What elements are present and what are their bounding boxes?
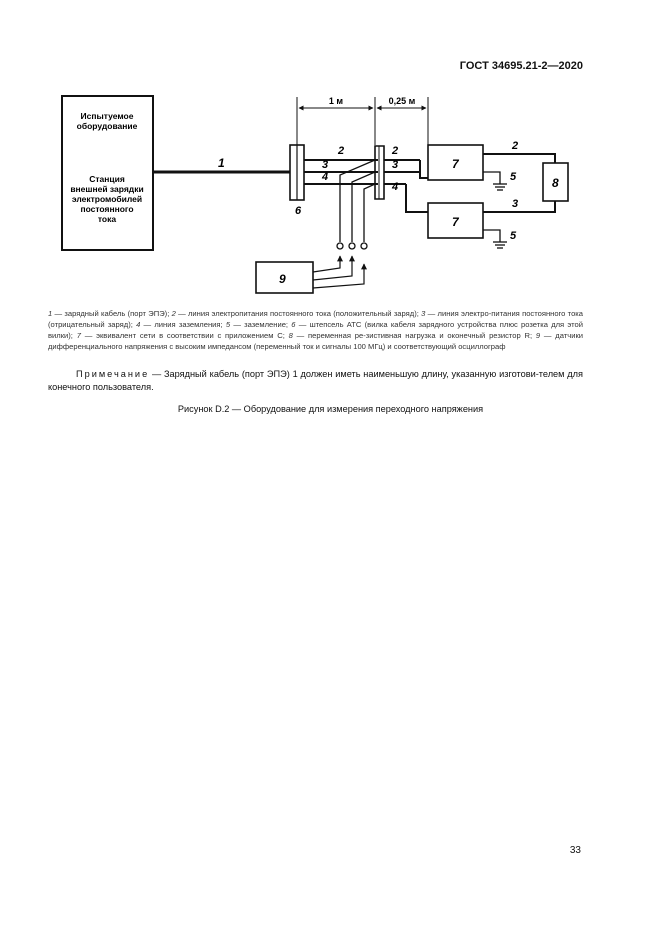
label-3a: 3 (322, 159, 329, 171)
legend-item-text: — эквивалент сети в соответствии с приложением С; (80, 331, 289, 340)
legend-item-number: 1 (48, 309, 53, 318)
legend-item-number: 8 (288, 331, 293, 340)
label-2c: 2 (512, 140, 519, 152)
legend-item-number: 3 (421, 309, 426, 318)
probe-lead-3 (364, 184, 375, 242)
label-8: 8 (552, 176, 559, 190)
page-number: 33 (569, 845, 581, 856)
station-label-5: тока (97, 214, 117, 224)
label-5a: 5 (510, 171, 517, 183)
label-2b: 2 (392, 145, 399, 157)
eut-label-2: оборудование (76, 121, 138, 131)
note-label: Примечание (76, 369, 150, 379)
station-label-4: постоянного (80, 204, 134, 214)
legend-item-text: — датчики дифференциального напряжения с высоким импедансом (переменный ток и сигналы 100 МГц) и соответствующий осциллограф (48, 331, 584, 351)
station-label-2: внешней зарядки (70, 184, 144, 194)
legend-item-number: 2 (171, 309, 176, 318)
legend-item-number: 7 (76, 331, 81, 340)
standard-header: ГОСТ 34695.21-2—2020 (459, 60, 583, 72)
label-7a: 7 (452, 157, 459, 171)
eut-label-1: Испытуемое (80, 111, 134, 121)
label-1: 1 (218, 156, 225, 170)
legend-item-number: 6 (291, 320, 296, 329)
label-9: 9 (279, 272, 286, 286)
station-label-3: электромобилей (71, 194, 143, 204)
legend-item-text: — заземление; (230, 320, 292, 329)
label-3c: 3 (512, 198, 519, 210)
label-4b: 4 (392, 181, 399, 193)
legend-item-text: — зарядный кабель (порт ЭПЭ); (52, 309, 172, 318)
dim-1m-label: 1 м (328, 96, 344, 106)
label-6: 6 (295, 205, 302, 217)
dim-025m-label: 0,25 м (388, 96, 416, 106)
figure-note (48, 368, 583, 393)
legend-item-number: 5 (225, 320, 231, 329)
station-label-1: Станция (89, 174, 125, 184)
label-4a: 4 (322, 171, 329, 183)
legend-item-text: — линия заземления; (140, 320, 226, 329)
label-2a: 2 (338, 145, 345, 157)
label-7b: 7 (452, 215, 459, 229)
legend-item-text: — линия электро-питания постоянного тока (отрицательный заряд); (48, 309, 583, 329)
label-5b: 5 (510, 230, 517, 242)
legend-item-text: — линия электропитания постоянного тока (положительный заряд); (175, 309, 422, 318)
figure-caption: Рисунок D.2 — Оборудование для измерения переходного напряжения (177, 404, 484, 414)
measurement-diagram (0, 0, 661, 300)
legend-item-number: 4 (136, 320, 141, 329)
legend-item-number: 9 (535, 331, 541, 340)
legend-item-text: — штепсель ATC (вилка кабеля зарядного устройства плюс розетка для этой вилки); (48, 320, 583, 340)
figure-legend (48, 308, 583, 352)
legend-item-text: — переменная ре-зистивная нагрузка и оконечный резистор R; (292, 331, 536, 340)
note-text: — Зарядный кабель (порт ЭПЭ) 1 должен иметь наименьшую длину, указанную изготови-телем для конечного пользователя. (48, 369, 583, 392)
label-3b: 3 (392, 159, 399, 171)
